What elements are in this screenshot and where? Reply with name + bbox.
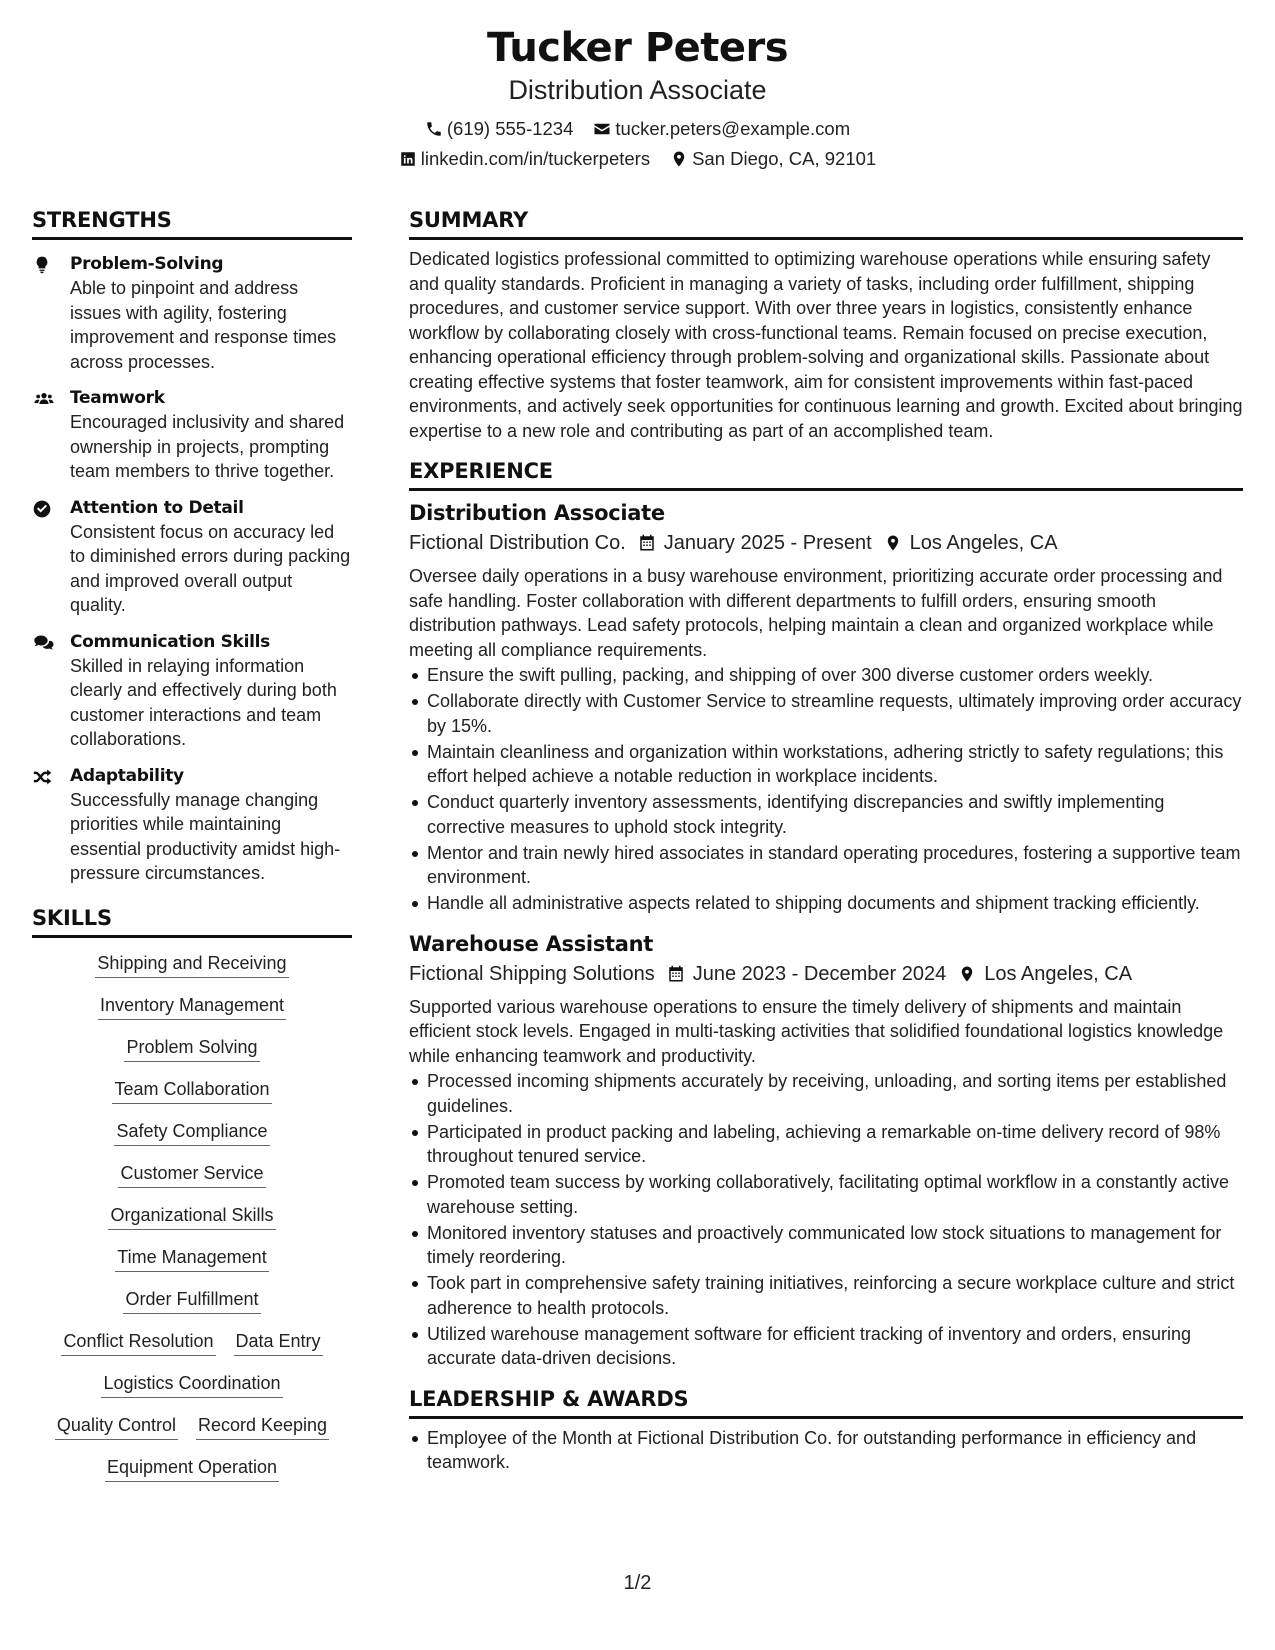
strengths-heading: STRENGTHS [32,206,352,240]
email-text[interactable]: tucker.peters@example.com [615,118,851,139]
users-icon [32,389,56,409]
strength-item [32,764,352,886]
job-title: Warehouse Assistant [409,931,654,956]
map-pin-icon [958,965,976,983]
skill-tag: Problem Solving [124,1034,259,1062]
bullet-item: Conduct quarterly inventory assessments, identifying discrepancies and swiftly implementing corrective measures to uphold stock integrity. [409,790,1243,839]
strength-item [32,252,352,374]
phone-text: (619) 555-1234 [446,118,574,139]
experience-section [409,457,1243,1371]
strength-item [32,386,352,484]
job-meta [409,959,1243,989]
skill-tag: Inventory Management [98,992,286,1020]
right-column [409,206,1243,1476]
strength-desc: Able to pinpoint and address issues with agility, fostering improvement and response times across processes. [70,278,337,372]
skills-section [32,904,352,1482]
linkedin-icon [399,150,417,168]
shuffle-icon [32,767,54,787]
skill-tag: Conflict Resolution [61,1328,215,1356]
company-name: Fictional Shipping Solutions [409,962,655,985]
job-meta [409,528,1243,558]
skill-tag: Data Entry [234,1328,323,1356]
job-location: Los Angeles, CA [984,962,1133,985]
summary-text: Dedicated logistics professional committed to optimizing warehouse operations while ensuring safety and quality standards. Proficient in managing a variety of tasks, including order fulfillment, shipping procedures, and customer service support. With over three years in logistics, consistently enhance workflow by collaborating closely with cross-functional teams. Remain focused on precise execution, enhancing operational efficiency through problem-solving and organizational skills. Passionate about creating effective systems that foster teamwork, aim for consistent improvements within fast-paced environments, and actively seek opportunities for continuous learning and growth. Excited about bringing expertise to a new role and contributing as part of an accomplished team. [409,249,1243,441]
skill-tag: Safety Compliance [114,1118,269,1146]
check-circle-icon [32,499,52,519]
skill-tag: Order Fulfillment [123,1286,260,1314]
skills-heading: SKILLS [32,904,352,938]
strength-item [32,630,352,752]
job-description: Oversee daily operations in a busy warehouse environment, prioritizing accurate order processing and safe handling. Foster collaboration with different departments to fulfill orders, ensuring smooth distribution pathways. Lead safety protocols, helping maintain a clean and organized workplace while meeting all compliance requirements. [409,566,1223,660]
lightbulb-icon [32,255,52,275]
leadership-bullets [409,1426,1243,1475]
job-bullets [409,663,1243,916]
resume-header [0,22,1275,174]
phone-icon [425,120,443,138]
left-column [32,206,352,1482]
calendar-icon [667,965,685,983]
skill-tag: Organizational Skills [108,1202,275,1230]
skill-tag: Shipping and Receiving [95,950,288,978]
job-entry [409,930,1243,1371]
location-text: San Diego, CA, 92101 [692,148,877,169]
candidate-title: Distribution Associate [508,75,767,105]
bullet-item: Mentor and train newly hired associates in standard operating procedures, fostering a supportive team environment. [409,841,1243,890]
page-number: 1/2 [623,1572,652,1594]
comments-icon [32,633,55,653]
strength-title: Teamwork [70,388,165,408]
strength-title: Communication Skills [70,631,270,652]
job-title: Distribution Associate [409,501,665,525]
calendar-icon [638,534,656,552]
email-contact[interactable] [593,114,850,144]
job-dates: January 2025 - Present [663,532,872,554]
bullet-item: Participated in product packing and labeling, achieving a remarkable on-time delivery record of 98% throughout tenured service. [409,1120,1243,1169]
map-pin-icon [884,534,902,552]
skill-tag: Customer Service [118,1160,265,1188]
bullet-item: Ensure the swift pulling, packing, and shipping of over 300 diverse customer orders weekly. [409,663,1243,688]
skill-tag: Equipment Operation [105,1454,279,1482]
strength-item [32,496,352,618]
strength-desc: Skilled in relaying information clearly and effectively during both customer interactions and team collaborations. [70,655,337,749]
bullet-item: Took part in comprehensive safety training initiatives, reinforcing a secure workplace culture and strict adherence to health protocols. [409,1271,1243,1320]
summary-heading: SUMMARY [409,206,1243,240]
strength-title: Adaptability [70,765,184,786]
bullet-item: Employee of the Month at Fictional Distribution Co. for outstanding performance in efficiency and teamwork. [409,1426,1243,1475]
skill-tag: Record Keeping [196,1412,329,1440]
leadership-section [409,1385,1243,1475]
job-location: Los Angeles, CA [909,532,1058,554]
contact-row-1 [0,114,1275,144]
bullet-item: Processed incoming shipments accurately by receiving, unloading, and sorting items per established guidelines. [409,1069,1243,1118]
linkedin-text[interactable]: linkedin.com/in/tuckerpeters [420,148,651,169]
skill-tag: Team Collaboration [112,1076,271,1104]
envelope-icon [593,120,611,138]
job-description: Supported various warehouse operations to ensure the timely delivery of shipments and maintain efficient stock levels. Engaged in multi-tasking activities that solidified foundational logistics knowledge while enhancing teamwork and productivity. [409,996,1224,1066]
strength-desc: Successfully manage changing priorities while maintaining essential productivity amidst high-pressure circumstances. [70,789,341,883]
contact-row-2 [0,144,1275,174]
linkedin-contact[interactable] [399,144,650,174]
strength-title: Problem-Solving [70,254,224,274]
bullet-item: Monitored inventory statuses and proactively communicated low stock situations to management for timely reordering. [409,1221,1243,1270]
skill-tag: Time Management [115,1244,268,1272]
skills-list [32,950,352,1482]
job-entry [409,499,1243,916]
bullet-item: Maintain cleanliness and organization within workstations, adhering strictly to safety regulations; this effort helped achieve a notable reduction in workplace incidents. [409,740,1243,789]
skill-tag: Logistics Coordination [101,1370,282,1398]
candidate-name: Tucker Peters [486,25,789,71]
location-contact [670,144,876,174]
strength-desc: Consistent focus on accuracy led to diminished errors during packing and improved overall output quality. [70,521,351,615]
job-bullets [409,1069,1243,1371]
job-dates: June 2023 - December 2024 [692,962,947,985]
phone-contact [425,114,574,144]
bullet-item: Collaborate directly with Customer Service to streamline requests, ultimately improving order accuracy by 15%. [409,689,1243,738]
experience-heading: EXPERIENCE [409,457,1243,491]
bullet-item: Promoted team success by working collaboratively, facilitating optimal workflow in a constantly active warehouse setting. [409,1170,1243,1219]
map-pin-icon [670,150,688,168]
skill-tag: Quality Control [55,1412,178,1440]
bullet-item: Utilized warehouse management software for efficient tracking of inventory and orders, ensuring accurate data-driven decisions. [409,1322,1243,1371]
company-name: Fictional Distribution Co. [409,532,626,554]
strength-desc: Encouraged inclusivity and shared ownership in projects, prompting team members to thrive together. [70,412,345,481]
strength-title: Attention to Detail [70,497,244,518]
leadership-heading: LEADERSHIP & AWARDS [409,1385,1243,1419]
bullet-item: Handle all administrative aspects related to shipping documents and shipment tracking efficiently. [409,891,1243,916]
